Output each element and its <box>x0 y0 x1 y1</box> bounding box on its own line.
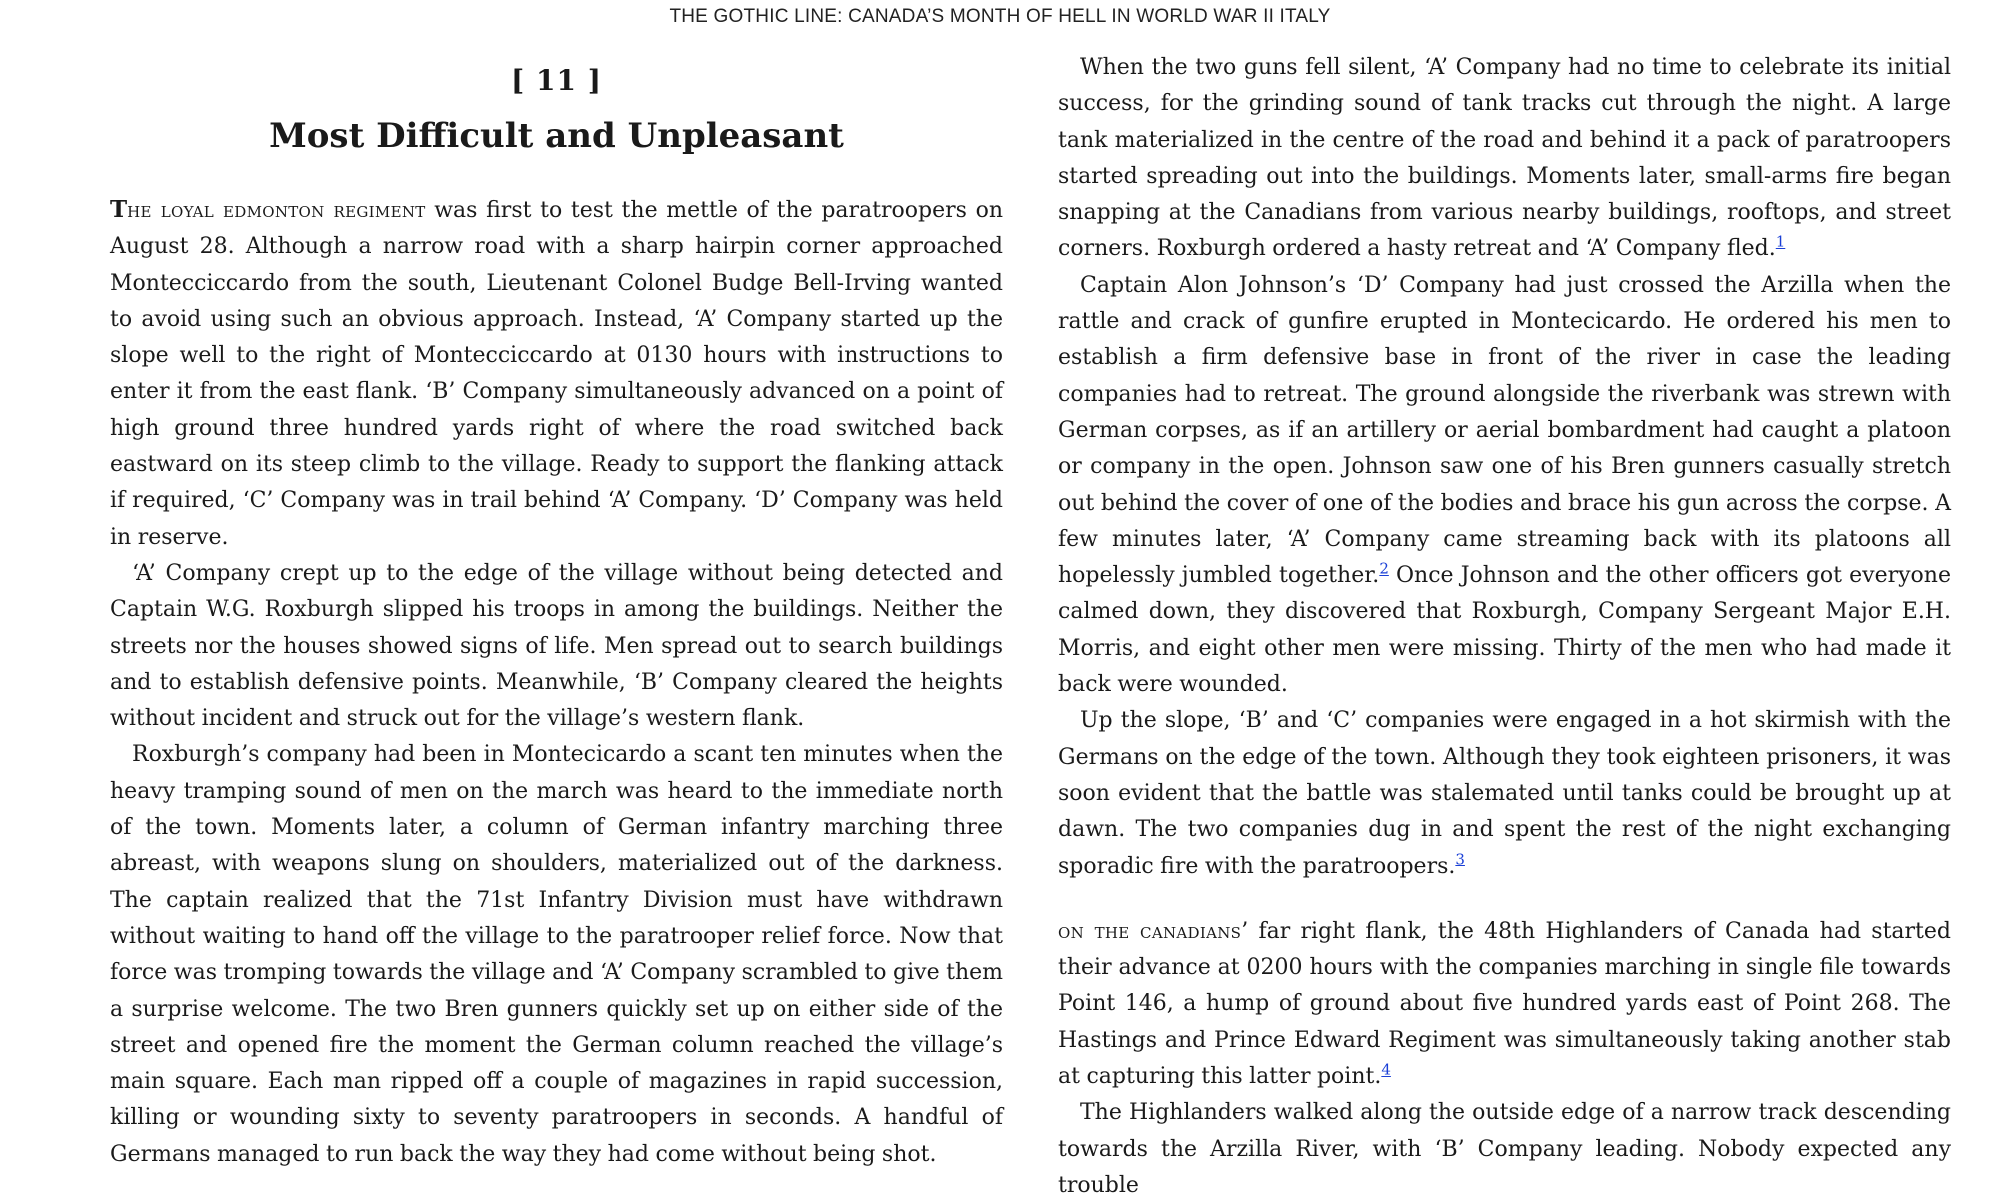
section-break <box>1058 885 1951 914</box>
lead-smallcaps: on the canadians <box>1058 918 1242 944</box>
left-column <box>110 0 1003 1173</box>
paragraph-5 <box>1058 268 1951 704</box>
paragraph-7 <box>1058 914 1951 1095</box>
paragraph-text: Captain Alon Johnson’s ‘D’ Company had just crossed the Arzilla when the rattle and crack of gunfire erupted in Montecicardo. He ordered his men to establish a firm defensive base in front of the river in case the leading companies had to retreat. The ground alongside the riverbank was strewn with German corpses, as if an artillery or aerial bombardment had caught a platoon or company in the open. Johnson saw one of his Bren gunners casually stretch out behind the cover of one of the bodies and brace his gun across the corpse. A few minutes later, ‘A’ Company came streaming back with its platoons all hopelessly jumbled together. <box>1058 272 1951 589</box>
paragraph-3: Roxburgh’s company had been in Montecicardo a scant ten minutes when the heavy tramping sound of men on the march was heard to the immediate north of the town. Moments later, a column of German infantry marching three abreast, with weapons slung on shoulders, materialized out of the darkness. The captain realized that the 71st Infantry Division must have withdrawn without waiting to hand off the village to the paratrooper relief force. Now that force was tromping towards the village and ‘A’ Company scrambled to give them a surprise welcome. The two Bren gunners quickly set up on either side of the street and opened fire the moment the German column reached the village’s main square. Each man ripped off a couple of magazines in rapid succession, killing or wounding sixty to seventy paratroopers in seconds. A handful of Germans managed to run back the way they had come without being shot. <box>110 742 1003 1167</box>
footnote-link[interactable]: 2 <box>1379 559 1389 578</box>
lead-initial: T <box>110 196 128 223</box>
paragraph-text: Up the slope, ‘B’ and ‘C’ companies were engaged in a hot skirmish with the Germans on the edge of the town. Although they took eighteen prisoners, it was soon evident that the battle was stalemated until tanks could be brought up at dawn. The two companies dug in and spent the rest of the night exchanging sporadic fire with the paratroopers. <box>1058 708 1951 879</box>
chapter-title: Most Difficult and Unpleasant <box>269 116 844 156</box>
lead-smallcaps: he loyal edmonton regiment <box>127 198 426 223</box>
footnote-link[interactable]: 3 <box>1455 850 1465 869</box>
paragraph-text: Once Johnson and the other officers got everyone calmed down, they discovered that Roxburgh, Company Sergeant Major E.H. Morris, and eight other men were missing. Thirty of the men who had made it back were wounded. <box>1058 563 1951 698</box>
footnote-ref <box>1776 233 1786 251</box>
footnote-ref <box>1381 1061 1391 1079</box>
paragraph-text: When the two guns fell silent, ‘A’ Company had no time to celebrate its initial success, for the grinding sound of tank tracks cut through the night. A large tank materialized in the centre of the road and behind it a pack of paratroopers started spreading out into the buildings. Moments later, small-arms fire began snapping at the Canadians from various nearby buildings, rooftops, and street corners. Roxburgh ordered a hasty retreat and ‘A’ Company fled. <box>1058 55 1951 262</box>
paragraph-1 <box>110 192 1003 556</box>
right-column <box>1058 50 1951 1204</box>
paragraph-8: The Highlanders walked along the outside edge of a narrow track descending towards the Arzilla River, with ‘B’ Company leading. Nobody expected any trouble <box>1058 1100 1951 1198</box>
paragraph-text: ’ far right flank, the 48th Highlanders of Canada had started their advance at 0200 hours with the companies marching in single file towards Point 146, a hump of ground about five hundred yards east of Point 268. The Hastings and Prince Edward Regiment was simultaneously taking another stab at capturing this latter point. <box>1058 918 1951 1090</box>
footnote-ref <box>1455 850 1465 868</box>
chapter-number: [ 11 ] <box>511 64 602 97</box>
footnote-link[interactable]: 1 <box>1775 233 1786 252</box>
paragraph-4 <box>1058 50 1951 268</box>
left-body <box>110 192 1003 1173</box>
paragraph-6 <box>1058 703 1951 884</box>
running-header: THE GOTHIC LINE: CANADA’S MONTH OF HELL IN WORLD WAR II ITALY <box>669 6 1331 27</box>
paragraph-2: ‘A’ Company crept up to the edge of the village without being detected and Captain W.G. Roxburgh slipped his troops in among the buildings. Neither the streets nor the houses showed signs of life. Men spread out to search buildings and to establish defensive points. Meanwhile, ‘B’ Company cleared the heights without incident and struck out for the village’s western flank. <box>110 560 1003 732</box>
footnote-link[interactable]: 4 <box>1381 1060 1391 1079</box>
footnote-ref <box>1379 560 1389 578</box>
paragraph-text: was first to test the mettle of the paratroopers on August 28. Although a narrow road with a sharp hairpin corner approached Montecciccardo from the south, Lieutenant Colonel Budge Bell-Irving wanted to avoid using such an obvious approach. Instead, ‘A’ Company started up the slope well to the right of Montecciccardo at 0130 hours with instructions to enter it from the east flank. ‘B’ Company simultaneously advanced on a point of high ground three hundred yards right of where the road switched back eastward on its steep climb to the village. Ready to support the flanking attack if required, ‘C’ Company was in trail behind ‘A’ Company. ‘D’ Company was held in reserve. <box>110 198 1003 550</box>
